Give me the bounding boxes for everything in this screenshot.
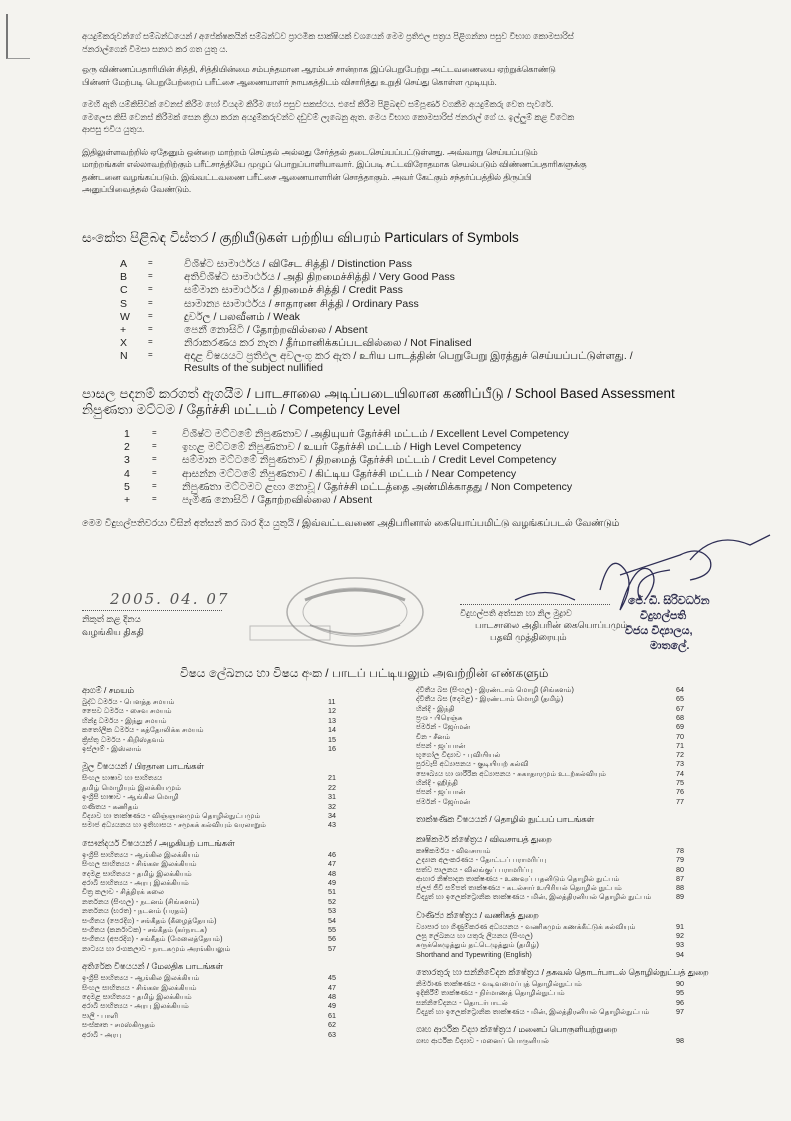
subject-name: භූගෝල විද්‍යාව - புவியியல்: [416, 750, 501, 760]
subject-group-heading: සෞන්දර්ය විෂයයන් / அழகியற் பாடங்கள்: [82, 837, 235, 848]
subject-item: [416, 1036, 706, 1047]
subject-name: ආහාර නිෂ්පාදන තාක්ෂණය - உணவுப் பதனிடும் தொழில் நுட்பம்: [416, 873, 620, 883]
intro-line: அனுப்பிவைத்தல் வேண்டும்.: [82, 184, 192, 194]
subject-number: 15: [328, 734, 336, 744]
symbol-key: N: [120, 350, 128, 363]
competency-key: +: [124, 494, 131, 506]
competency-equals: =: [152, 428, 157, 437]
subject-name: සත්ව පාලනය - விலங்குப் பராமரிப்பு: [416, 864, 533, 874]
principal-signature: [515, 535, 770, 610]
competency-heading: නිපුණතා මට්ටම / தேர்ச்சி மட்டம் / Competency Level: [82, 402, 401, 417]
subject-item: [416, 950, 706, 961]
competency-description: ආසන්න මට්ටමේ නිපුණතාව / கிட்டிய தேர்ச்சி மட்டம் / Near Competency: [182, 467, 517, 480]
subject-number: 13: [328, 715, 336, 725]
intro-line: මෙලෙස කිසි වෙනස් කිරීමක් සෙන ක්‍රියා කරන අයදුම්කරුවන්ට දඩුවම් ලැබෙනු ඇත. මෙය විභාග කොමසාරිස් ජනරාල් ගේ ය. ඉල්ලුම් කළ විටෙක: [82, 111, 575, 122]
subject-name: ප්‍රංශ - பிரெஞ்சு: [416, 712, 463, 722]
subject-number: 88: [676, 883, 684, 893]
subject-number: 78: [676, 845, 684, 855]
subject-name: නර්තනය (භරත) - நடனம் (பரதம்): [82, 906, 188, 916]
competency-equals: =: [152, 480, 157, 490]
symbols-heading: සංකේත පිළිබඳ විස්තර / குறியீடுகள் பற்றிய விபரம் Particulars of Symbols: [82, 230, 519, 245]
principal-label-ta-1: பாடசாலை அதிபரின் கையொப்பமும்: [475, 620, 628, 630]
subject-name: ද්විතීය බස (සිංහල) - இரண்டாம் மொழி (சிங்களம்): [416, 685, 574, 694]
subject-name: ජලජ ජීවී සම්පත් තාක්ෂණය - கடல்சார் உயிரியல் தொழில் நுட்பம்: [416, 883, 622, 893]
subject-number: 93: [676, 940, 684, 950]
subject-number: 92: [676, 931, 684, 940]
subject-name: ජපන් - ஜப்பான்: [416, 740, 466, 750]
issued-date-label-ta: வழங்கிய திகதி: [82, 627, 144, 637]
subject-name: සෛව ධර්මය - சைவ சமயம்: [82, 706, 172, 716]
subject-name: හින්දි - ஹிந்தி: [416, 778, 459, 787]
subject-name: හින්දු ධර්මය - இந்து சமயம்: [82, 715, 167, 725]
symbol-description: සාමාන්‍ය සාමාර්ථය / சாதாரண சித்தி / Ordinary Pass: [184, 297, 419, 310]
subject-name: ද්විතීය බස (දෙමළ) - இரண்டாம் மொழி (தமிழ்): [416, 694, 564, 704]
symbol-equals: =: [148, 337, 153, 347]
subject-name: සිංහල සාහිත්‍යය - சிங்கள இலக்கியம்: [82, 859, 197, 869]
subject-group-heading: කෘෂිකර්ම ක්ෂේත්‍රය / விவசாயத் துறை: [416, 833, 552, 844]
subject-name: නිර්මාණ තාක්ෂණය - வடிவமைப்புத் தொழில்நுட்பம்: [416, 978, 582, 988]
subject-number: 11: [328, 697, 336, 706]
school-seal-stamp: [287, 578, 423, 646]
subject-group-heading: ආගම් / சமயம்: [82, 685, 135, 695]
subject-item: [416, 797, 706, 808]
subject-group-heading: තොරතුරු හා සන්නිවේදන ක්ෂේත්‍රය / தகவல் தொடர்பாடல் தொழில்நுட்பத் துறை: [416, 966, 709, 977]
subject-number: 51: [328, 887, 336, 897]
competency-key: 2: [124, 441, 130, 454]
subject-name: සන්නිවේදනය - தொடர்பாடல்: [416, 997, 508, 1007]
subject-name: සිංහල සාහිත්‍යය - சிங்கள இலக்கியம்: [82, 982, 197, 992]
subject-name: සංස්කෘත - சமஸ்கிருதம்: [82, 1020, 156, 1030]
intro-line: ஒரு விண்ணப்பதாரியின் சித்தி, சித்தியின்மை சம்பந்தமான ஆரம்பச் சான்றாக இப்பெறுபேற்று அட்டவணையை ஏற்றுக்கொண்டு: [82, 64, 556, 74]
subject-number: 76: [676, 787, 684, 797]
subject-number: 90: [676, 978, 684, 988]
subject-name: ගෘහ ආර්ථික විද්‍යාව - மனைப் பொருளியல்: [416, 1036, 550, 1046]
competency-key: 4: [124, 467, 130, 480]
intro-line: මෙහි ඇති යම්කිසිවක් වෙනස් කිරීම හෝ වියදම කිරීම හෝ පසුව සකස්ථය. එසේ කිරීම පිළිබඳව සම්පූර්ණ වගකීම අයදුම්කරු වෙත පැවරේ.: [82, 99, 554, 109]
intro-line: பின்னர் மேற்படி பெறுபேற்றைப் பரீட்சை ஆணையாளர் நாயகத்திடம் விசாரித்து உறுதி செய்து கொள்ள முடியும்.: [82, 76, 497, 87]
symbol-equals: =: [148, 284, 153, 294]
subject-number: 46: [328, 849, 336, 859]
subject-number: 94: [676, 949, 684, 959]
subject-item: [82, 1030, 372, 1041]
subject-number: 91: [676, 921, 684, 931]
symbol-equals: =: [148, 350, 153, 360]
subject-number: 54: [328, 915, 336, 925]
subject-number: 48: [328, 868, 336, 878]
subject-name: දෙමළ සාහිත්‍යය - தமிழ் இலக்கியம்: [82, 992, 192, 1001]
subject-name: ගණිතය - கணிதம்: [82, 801, 139, 811]
subject-number: 73: [676, 759, 684, 769]
subject-number: 47: [328, 982, 336, 992]
subject-item: [82, 944, 372, 955]
subject-name: සමාජ අධ්‍යයනය හා ඉතිහාසය - சமூகக் கல்வியும் வரலாறும்: [82, 820, 267, 830]
symbol-equals: =: [148, 324, 153, 333]
subject-number: 49: [328, 1001, 336, 1011]
subject-name: ජපන් - ஜப்பான்: [416, 787, 466, 797]
subject-number: 98: [676, 1036, 684, 1046]
competency-description: සම්මාන මට්ටමේ නිපුණතාව / திறமைத் தேர்ச்சி மட்டம் / Credit Level Competency: [182, 454, 557, 467]
subject-number: 75: [676, 778, 684, 787]
subject-number: 43: [328, 820, 336, 830]
subject-name: චීන - சீனம்: [416, 731, 451, 741]
symbol-description: අතිවිශිෂ්ට සාමාර්ථය / அதி திறமைச்சித்தி / Very Good Pass: [184, 271, 455, 284]
subject-group-heading: මූල විෂයයන් / பிரதான பாடங்கள்: [82, 761, 205, 772]
subject-name: කෘෂිකර්මය - விவசாயம்: [416, 845, 491, 855]
subject-item: [416, 1007, 706, 1018]
subject-number: 34: [328, 811, 336, 820]
subject-number: 31: [328, 792, 336, 802]
intro-line: மாற்றங்கள் எல்லாவற்றிற்கும் பரீட்சாத்தியே முழுப் பொறுப்பாளியாவார். இப்படி சட்டவிரோதமாக செயல்படும் விண்ணப்பதாரிகளுக்கு: [82, 159, 587, 169]
subject-name: ඉංග්‍රීසි භාෂාව - ஆங்கில மொழி: [82, 792, 179, 802]
symbol-description: නිරාකරණය කර නැත / தீர்மானிக்கப்படவில்லை / Not Finalised: [184, 337, 472, 350]
subject-number: 12: [328, 706, 336, 716]
intro-line: අයදුම්කරුවන්ගේ සම්බන්ධයෙන් / අපේක්ෂකයින් සම්බන්ධව ප්‍රාථමික සාක්ෂියක් වශයෙන් මෙම ප්‍රතිඵල පත්‍රය පිළිගන්නා පසුව විභාග කොමසාරිස්: [82, 31, 574, 41]
intro-line: ආපසු එවිය යුතුය.: [82, 124, 145, 134]
subject-name: ඉංග්‍රීසි සාහිත්‍යය - ஆங்கில இலக்கியம்: [82, 849, 200, 859]
subject-number: 79: [676, 855, 684, 865]
symbol-equals: =: [148, 271, 153, 281]
subject-name: හින්දි - இந்தி: [416, 703, 455, 713]
subject-name: උද්‍යාන අලංකරණය - தோட்டப் பராமரிப்பு: [416, 855, 547, 865]
subject-group-heading: අතිරේක විෂයයන් / மேலதிக பாடங்கள்: [82, 961, 224, 972]
symbol-description: දුර්වල / பலவீனம் / Weak: [184, 310, 300, 323]
subject-name: ඉස්ලාම් - இஸ்லாம்: [82, 744, 142, 753]
subject-number: 62: [328, 1020, 336, 1030]
subject-number: 32: [328, 801, 336, 811]
competency-description: නිපුණතා මට්ටමට ළඟා නොවූ / தேர்ச்சி மட்டத்தை அண்மிக்காதது / Non Competency: [182, 480, 573, 493]
subject-number: 67: [676, 703, 684, 713]
subject-name: ලඝු ලේඛනය හා යතුරු ලියනය (සිංහල): [416, 931, 533, 940]
subject-name: සිංහල භාෂාව හා සාහිත්‍යය: [82, 773, 163, 783]
competency-equals: =: [152, 467, 157, 477]
subject-number: 87: [676, 873, 684, 883]
symbol-key: A: [120, 258, 128, 270]
subject-name: தமிழ் மொழியும் இலக்கியமும்: [82, 782, 182, 792]
competency-key: 5: [124, 480, 130, 493]
subject-name: බුද්ධ ධර්මය - பௌத்த சமயம்: [82, 697, 175, 706]
subject-name: අරාබි සාහිත්‍යය - அரபு இலக்கியம்: [82, 1001, 189, 1011]
intro-line: ජනරාල්ගෙන් විමසා සනාථ කර ගත යුතු ය.: [82, 43, 228, 54]
symbol-equals: =: [148, 258, 153, 267]
competency-equals: =: [152, 494, 157, 503]
intro-line: தண்டனை வழங்கப்படும். இவ்வட்டவணை பரீட்சை ஆணையாளரின் சொத்தாகும். அவர் கேட்கும் சந்தர்ப்பத்தில் திருப்பி: [82, 171, 532, 182]
competency-key: 3: [124, 454, 130, 467]
symbol-equals: =: [148, 310, 153, 320]
subject-name: ව්‍යාපාර හා ගිණුම්කරණ අධ්‍යයනය - வணிகமும் கணக்கீட்டுக் கல்வியும்: [416, 921, 636, 931]
subject-number: 21: [328, 773, 336, 783]
competency-description: පැමිණ නොසිටි / தோற்றவில்லை / Absent: [182, 494, 373, 506]
subject-number: 95: [676, 988, 684, 998]
subject-name: පාලි - பாளி: [82, 1010, 119, 1020]
subject-number: 52: [328, 896, 336, 906]
principal-label-ta-2: பதவி முத்திரையும்: [490, 632, 567, 642]
subject-number: 65: [676, 694, 684, 704]
intro-line: இதிலுள்ளவற்றில் ஏதேனும் ஒன்றை மாற்றம் செய்தல் அல்லது சேர்த்தல் தடைசெய்யப்பட்டுள்ளது. அவ்வாறு செய்யப்படும்: [82, 146, 538, 157]
subject-item: [416, 892, 706, 903]
subject-number: 70: [676, 731, 684, 741]
subject-number: 47: [328, 859, 336, 869]
subject-name: විද්‍යුත් හා ඉලෙක්ට්‍රොනික තාක්ෂණය - மின், இலத்திரனியல் தொழில் நுட்பம்: [416, 892, 652, 902]
symbol-key: B: [120, 271, 128, 284]
subject-number: 14: [328, 725, 336, 735]
subject-number: 53: [328, 906, 336, 916]
subject-name: අරාබි සාහිත්‍යය - அரபு இலக்கியம்: [82, 878, 189, 887]
subject-item: [82, 820, 372, 831]
issued-date-label-si: නිකුත් කළ දිනය: [82, 614, 141, 624]
subject-name: සංගීතය (පෙරදිග) - சங்கீதம் (கீழைத்தேயம்): [82, 915, 217, 925]
subject-number: 89: [676, 892, 684, 902]
subject-name: කතෝලික ධර්මය - கத்தோலிக்க சமயம்: [82, 725, 204, 735]
subject-group-heading: තාක්ෂණික විෂයයන් / தொழில் நுட்பப் பாடங்கள்: [416, 813, 595, 824]
stamp-town: මාතලේ.: [650, 640, 690, 652]
stamp-school: විජය විද්‍යාලය,: [625, 625, 693, 637]
subject-name: Shorthand and Typewriting (English): [416, 949, 532, 959]
subject-number: 56: [328, 934, 336, 944]
stamp-principal-name: ජේ. ඩී. සිරිවර්ධන: [628, 595, 710, 607]
subject-number: 48: [328, 992, 336, 1001]
subject-name: ක්‍රිස්තු ධර්මය - கிறிஸ்தவம்: [82, 734, 165, 744]
subject-group-heading: වාණිජ්‍ය ක්ෂේත්‍රය / வணிகத் துறை: [416, 909, 539, 920]
subject-item: [82, 744, 372, 755]
subject-name: විද්‍යුත් හා ඉලෙක්ට්‍රොනික තාක්ෂණය - மின், இலத்திரனியல் தொழில்நுட்பம்: [416, 1006, 650, 1016]
subject-name: පුරවැසි අධ්‍යාපනය - குடியியற் கல்வி: [416, 759, 529, 769]
symbol-key: S: [120, 297, 128, 310]
subject-number: 71: [676, 740, 684, 750]
symbol-description: සම්මාන සාමාර්ථය / திறமைச் சித்தி / Credit Pass: [184, 284, 403, 297]
subject-number: 63: [328, 1029, 336, 1039]
symbol-key: X: [120, 337, 128, 350]
subject-number: 96: [676, 997, 684, 1007]
subject-group-heading: ගෘහ ආර්ථික විද්‍යා ක්ෂේත්‍රය / மனைப் பொருளியற்றுறை: [416, 1024, 618, 1035]
subject-number: 77: [676, 796, 684, 806]
subject-number: 97: [676, 1006, 684, 1016]
competency-description: ඉහළ මට්ටමේ නිපුණතාව / உயர் தேர்ச்சி மட்டம் / High Level Competency: [182, 441, 522, 454]
principal-note: මෙම විදුහල්පතිවරයා විසින් අත්සන් කර බාර දිය යුතුයි / இவ்வட்டவணை அதிபரினால் கையொப்பமிட்டு வழங்கப்படல் வேண்டும்: [82, 518, 620, 529]
subject-number: 45: [328, 973, 336, 983]
competency-equals: =: [152, 441, 157, 451]
stamp-title: විදුහල්පති: [640, 610, 687, 622]
subject-name: අරාබි - அரபு: [82, 1029, 122, 1039]
subject-number: 74: [676, 768, 684, 778]
sba-heading: පාසල පදනම් කරගත් ඇගයීම / பாடசாலை அடிப்படையிலான கணிப்பீடு / School Based Assessment: [82, 386, 675, 401]
subject-name: සෞඛ්‍යය හා ශාරීරික අධ්‍යාපනය - சுகாதாரமும் உடற்கல்வியும்: [416, 768, 607, 778]
subject-number: 22: [328, 782, 336, 792]
subject-name: චිත්‍ර කලාව - சித்திரக் கலை: [82, 887, 165, 897]
symbol-description: අදාළ විෂයයට ප්‍රතිඵල අවලංගු කර ඇත / உரிய பாடத்தின் பெறுபேறு இரத்துச் செய்யப்பட்டுள்ளது. /: [184, 350, 633, 363]
symbol-description: විශිෂ්ට සාමාර්ථය / விசேட சித்தி / Distinction Pass: [184, 258, 412, 270]
subject-name: දෙමළ සාහිත්‍යය - தமிழ் இலக்கியம்: [82, 868, 192, 878]
subject-number: 61: [328, 1010, 336, 1020]
subject-number: 49: [328, 878, 336, 887]
symbol-key: +: [120, 324, 127, 336]
symbol-key: C: [120, 284, 128, 297]
symbol-description: පෙනී නොසිටි / தோற்றவில்லை / Absent: [184, 324, 368, 336]
subjects-title: විෂය ලේඛනය හා විෂය අංක / பாடப் பட்டியலும் அவற்றின் எண்களும்: [180, 666, 549, 680]
competency-key: 1: [124, 428, 130, 440]
subject-number: 57: [328, 943, 336, 953]
subject-name: ජර්මන් - ஜேர்மன்: [416, 796, 471, 806]
subject-name: ඉදිකිරීම් තාක්ෂණය - நிர்மாணத் தொழில்நுட்பம்: [416, 988, 565, 998]
competency-equals: =: [152, 454, 157, 464]
subject-number: 68: [676, 712, 684, 722]
subject-name: ජර්මන් - ஜேர்மன்: [416, 722, 471, 732]
subject-name: ඉංග්‍රීසි සාහිත්‍යය - ஆங்கில இலக்கியம்: [82, 973, 200, 983]
subject-number: 55: [328, 925, 336, 934]
subject-number: 72: [676, 750, 684, 760]
competency-description: විශිෂ්ට මට්ටමේ නිපුණතාව / அதியுயர் தேர்ச்சி மட்டம் / Excellent Level Competency: [182, 428, 569, 440]
subject-number: 69: [676, 722, 684, 732]
subject-name: නර්තනය (සිංහල) - நடனம் (சிங்களம்): [82, 896, 199, 906]
symbol-equals: =: [148, 297, 153, 307]
principal-label-si: විදුහල්පති අත්සන හා නිල මුද්‍රාව: [460, 608, 572, 618]
subject-number: 16: [328, 744, 336, 753]
subject-name: නාට්‍යය හා රංගකලාව - நாடகமும் அரங்கியலும்: [82, 943, 231, 953]
issued-date-handwritten: 2005. 04. 07: [110, 590, 230, 608]
subject-name: විද්‍යාව හා තාක්ෂණය - விஞ்ஞானமும் தொழில்நுட்பமும்: [82, 811, 261, 820]
subject-number: 64: [676, 685, 684, 694]
symbol-key: W: [120, 310, 130, 323]
subject-name: சுருக்கெழுத்தும் தட்டெழுத்தும் (தமிழ்): [416, 940, 539, 950]
symbol-n-extra: Results of the subject nullified: [184, 362, 323, 374]
subject-name: සංගීතය (කර්නාටක) - சங்கீதம் (கர்நாடக): [82, 925, 207, 934]
subject-number: 80: [676, 864, 684, 874]
subject-name: සංගීතය (අපරදිග) - சங்கீதம் (மேலைத்தேயம்): [82, 934, 223, 944]
